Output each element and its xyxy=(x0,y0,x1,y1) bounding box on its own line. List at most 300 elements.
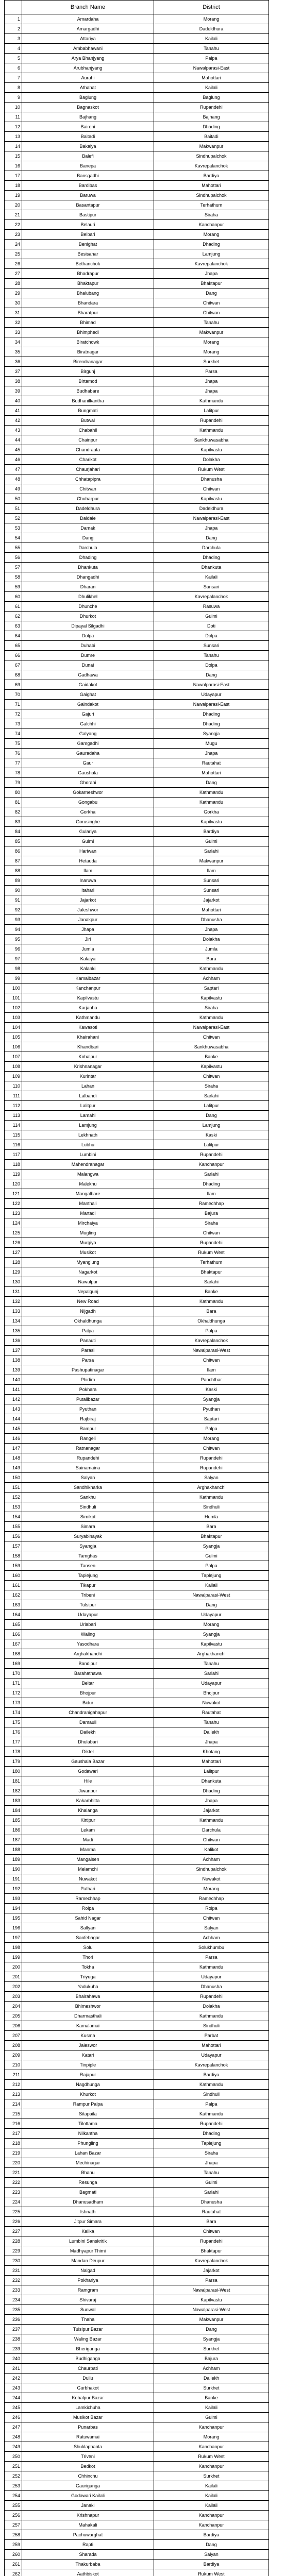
table-row xyxy=(5,729,269,739)
branch-name: Karjanha xyxy=(22,1003,154,1013)
table-row xyxy=(5,1522,269,1532)
serial-number: 1 xyxy=(5,14,22,24)
serial-number: 247 xyxy=(5,2422,22,2432)
table-row xyxy=(5,1639,269,1649)
serial-number: 156 xyxy=(5,1532,22,1541)
branch-name: Sharada xyxy=(22,2550,154,2560)
serial-number: 195 xyxy=(5,1913,22,1923)
table-row xyxy=(5,514,269,523)
serial-number: 129 xyxy=(5,1267,22,1277)
serial-number: 153 xyxy=(5,1502,22,1512)
table-row xyxy=(5,2129,269,2139)
serial-number: 149 xyxy=(5,1463,22,1473)
district-name: Bardiya xyxy=(154,2560,269,2569)
serial-number: 204 xyxy=(5,2002,22,2011)
table-row xyxy=(5,1375,269,1385)
branch-name: Sunwal xyxy=(22,2305,154,2315)
table-row xyxy=(5,2031,269,2041)
branch-name: Amardaha xyxy=(22,14,154,24)
table-row xyxy=(5,1933,269,1943)
table-row xyxy=(5,2090,269,2099)
table-row xyxy=(5,2374,269,2383)
serial-number: 248 xyxy=(5,2432,22,2442)
serial-number: 71 xyxy=(5,700,22,709)
district-name: Kaski xyxy=(154,1385,269,1395)
district-name: Rautahat xyxy=(154,758,269,768)
district-name: Ilam xyxy=(154,1189,269,1199)
branch-name: Ramgram xyxy=(22,2285,154,2295)
serial-number: 222 xyxy=(5,2178,22,2188)
district-name: Sindhupalchok xyxy=(154,191,269,200)
branch-name: Dadeldhura xyxy=(22,504,154,514)
serial-number: 215 xyxy=(5,2109,22,2119)
branch-name: Triveni xyxy=(22,2452,154,2462)
serial-number: 187 xyxy=(5,1835,22,1845)
branch-name: Kamalamai xyxy=(22,2021,154,2031)
district-name: Ramechhap xyxy=(154,1894,269,1904)
district-name: Dang xyxy=(154,2540,269,2550)
table-row xyxy=(5,1561,269,1571)
table-row xyxy=(5,641,269,651)
district-name: Banke xyxy=(154,1052,269,1062)
branch-name: Yasodhara xyxy=(22,1639,154,1649)
district-name: Kanchanpur xyxy=(154,2462,269,2471)
branch-name: Dailekh xyxy=(22,1727,154,1737)
serial-number: 219 xyxy=(5,2148,22,2158)
table-row xyxy=(5,1013,269,1023)
serial-number: 137 xyxy=(5,1346,22,1355)
branch-name: Mangalsen xyxy=(22,1855,154,1865)
district-name: Sindhuli xyxy=(154,1502,269,1512)
branch-name: Baruwa xyxy=(22,191,154,200)
table-row xyxy=(5,2334,269,2344)
serial-number: 83 xyxy=(5,817,22,827)
serial-number: 139 xyxy=(5,1365,22,1375)
branch-name: Kapilvastu xyxy=(22,993,154,1003)
district-name: Dailekh xyxy=(154,2374,269,2383)
table-row xyxy=(5,533,269,543)
serial-number: 210 xyxy=(5,2060,22,2070)
district-name: Kanchanpur xyxy=(154,2511,269,2520)
serial-number: 132 xyxy=(5,1297,22,1307)
branch-name: Pokhara xyxy=(22,1385,154,1395)
serial-number: 214 xyxy=(5,2099,22,2109)
serial-number: 63 xyxy=(5,621,22,631)
district-name: Morang xyxy=(154,1434,269,1444)
branch-name: Tinpiple xyxy=(22,2060,154,2070)
district-name: Rupandehi xyxy=(154,2236,269,2246)
serial-number: 122 xyxy=(5,1199,22,1209)
district-name: Palpa xyxy=(154,54,269,63)
table-row xyxy=(5,2080,269,2090)
serial-number: 73 xyxy=(5,719,22,729)
serial-number: 38 xyxy=(5,377,22,386)
district-name: Makwanpur xyxy=(154,328,269,337)
serial-number: 150 xyxy=(5,1473,22,1483)
table-row xyxy=(5,1698,269,1708)
district-name: Nawalparasi-West xyxy=(154,2285,269,2295)
serial-number: 138 xyxy=(5,1355,22,1365)
table-row xyxy=(5,2462,269,2471)
table-row xyxy=(5,2285,269,2295)
branch-name: Chaurpati xyxy=(22,2364,154,2374)
serial-number: 181 xyxy=(5,1776,22,1786)
district-name: Rukum West xyxy=(154,2452,269,2462)
district-name: Bara xyxy=(154,1522,269,1532)
branch-name: Syangja xyxy=(22,1541,154,1551)
district-name: Palpa xyxy=(154,1424,269,1434)
table-row xyxy=(5,1982,269,1992)
table-row xyxy=(5,1101,269,1111)
branch-name: Jaleshwor xyxy=(22,905,154,915)
table-row xyxy=(5,83,269,93)
district-name: Parsa xyxy=(154,367,269,377)
serial-number: 91 xyxy=(5,895,22,905)
branch-name: Sallyan xyxy=(22,1923,154,1933)
serial-number: 79 xyxy=(5,778,22,788)
branch-name: Gurbhakot xyxy=(22,2383,154,2393)
branch-name: Simikot xyxy=(22,1512,154,1522)
district-name: Kathmandu xyxy=(154,1816,269,1825)
district-name: Surkhet xyxy=(154,2471,269,2481)
serial-number: 41 xyxy=(5,406,22,416)
branch-name: Salyan xyxy=(22,1473,154,1483)
serial-number: 145 xyxy=(5,1424,22,1434)
district-name: Mugu xyxy=(154,739,269,749)
serial-number: 217 xyxy=(5,2129,22,2139)
district-name: Kailali xyxy=(154,2501,269,2511)
serial-number: 49 xyxy=(5,484,22,494)
branch-name: Balefi xyxy=(22,151,154,161)
branch-name: Martadi xyxy=(22,1209,154,1218)
table-row xyxy=(5,2158,269,2168)
serial-number: 109 xyxy=(5,1072,22,1081)
serial-number: 16 xyxy=(5,161,22,171)
district-name: Kathmandu xyxy=(154,788,269,798)
district-name: Dang xyxy=(154,2325,269,2334)
table-row xyxy=(5,2452,269,2462)
district-name: Palpa xyxy=(154,1561,269,1571)
district-name: Dang xyxy=(154,1600,269,1610)
table-row xyxy=(5,416,269,426)
serial-number: 100 xyxy=(5,984,22,993)
table-row xyxy=(5,504,269,514)
branch-name: Baireni xyxy=(22,122,154,132)
branch-name: Rupandehi xyxy=(22,1453,154,1463)
serial-number: 135 xyxy=(5,1326,22,1336)
serial-number: 152 xyxy=(5,1493,22,1502)
serial-number: 162 xyxy=(5,1590,22,1600)
branch-name: Resunga xyxy=(22,2178,154,2188)
branch-name: Sitapaila xyxy=(22,2109,154,2119)
branch-name: Baglung xyxy=(22,93,154,103)
district-name: Nawalparasi-East xyxy=(154,63,269,73)
branch-name: Dharmasthali xyxy=(22,2011,154,2021)
branch-name: Kurintar xyxy=(22,1072,154,1081)
district-name: Chitwan xyxy=(154,1032,269,1042)
district-name: Surkhet xyxy=(154,2344,269,2354)
branch-name: Rangeli xyxy=(22,1434,154,1444)
serial-number: 131 xyxy=(5,1287,22,1297)
branch-name: Dhurkot xyxy=(22,612,154,621)
district-name: Panchthar xyxy=(154,1375,269,1385)
table-row xyxy=(5,1786,269,1796)
table-row xyxy=(5,2325,269,2334)
district-name: Jhapa xyxy=(154,749,269,758)
district-name: Morang xyxy=(154,347,269,357)
branch-name: Dhulabari xyxy=(22,1737,154,1747)
branch-name: Nilkantha xyxy=(22,2129,154,2139)
serial-number: 128 xyxy=(5,1258,22,1267)
branch-name: Jajarkot xyxy=(22,895,154,905)
table-row xyxy=(5,269,269,279)
district-name: Morang xyxy=(154,337,269,347)
table-row xyxy=(5,465,269,474)
branch-name: Mahakali xyxy=(22,2520,154,2530)
serial-number: 190 xyxy=(5,1865,22,1874)
district-name: Parbat xyxy=(154,2031,269,2041)
header-district: District xyxy=(154,1,269,14)
table-row xyxy=(5,1630,269,1639)
branch-name: Bagnaskot xyxy=(22,103,154,112)
serial-number: 31 xyxy=(5,308,22,318)
table-row xyxy=(5,377,269,386)
serial-number: 64 xyxy=(5,631,22,641)
branch-name: Bansgadhi xyxy=(22,171,154,181)
district-name: Jhapa xyxy=(154,377,269,386)
branch-name: Itahari xyxy=(22,886,154,895)
district-name: Dhanusha xyxy=(154,474,269,484)
branch-name: Kathmandu xyxy=(22,1013,154,1023)
table-row xyxy=(5,1992,269,2002)
district-name: Rupandehi xyxy=(154,1463,269,1473)
district-name: Kapilvastu xyxy=(154,1062,269,1072)
serial-number: 37 xyxy=(5,367,22,377)
district-name: Rukum West xyxy=(154,465,269,474)
branch-district-table xyxy=(4,0,269,2576)
branch-name: Gorusinghe xyxy=(22,817,154,827)
district-name: Saptari xyxy=(154,1414,269,1424)
table-row xyxy=(5,2550,269,2560)
table-row xyxy=(5,1708,269,1718)
district-name: Rupandehi xyxy=(154,1992,269,2002)
district-name: Rukum West xyxy=(154,2569,269,2576)
district-name: Palpa xyxy=(154,1326,269,1336)
table-row xyxy=(5,2197,269,2207)
serial-number: 85 xyxy=(5,837,22,846)
table-row xyxy=(5,1424,269,1434)
district-name: Morang xyxy=(154,1884,269,1894)
serial-number: 208 xyxy=(5,2041,22,2050)
serial-number: 75 xyxy=(5,739,22,749)
branch-name: Gauradaha xyxy=(22,749,154,758)
branch-name: Phidim xyxy=(22,1375,154,1385)
district-name: Udayapur xyxy=(154,1610,269,1620)
branch-name: Bhimad xyxy=(22,318,154,328)
branch-name: Bajhang xyxy=(22,112,154,122)
table-row xyxy=(5,1365,269,1375)
table-row xyxy=(5,2246,269,2256)
table-row xyxy=(5,612,269,621)
serial-number: 107 xyxy=(5,1052,22,1062)
branch-name: Malangwa xyxy=(22,1170,154,1179)
serial-number: 231 xyxy=(5,2266,22,2276)
branch-name: Bastipur xyxy=(22,210,154,220)
branch-name: Dang xyxy=(22,533,154,543)
table-row xyxy=(5,1228,269,1238)
serial-number: 134 xyxy=(5,1316,22,1326)
serial-number: 252 xyxy=(5,2471,22,2481)
serial-number: 70 xyxy=(5,690,22,700)
district-name: Sindhuli xyxy=(154,2090,269,2099)
table-row xyxy=(5,2050,269,2060)
branch-name: Parsa xyxy=(22,1355,154,1365)
table-row xyxy=(5,1737,269,1747)
serial-number: 5 xyxy=(5,54,22,63)
serial-number: 260 xyxy=(5,2550,22,2560)
district-name: Mahottari xyxy=(154,905,269,915)
table-row xyxy=(5,151,269,161)
branch-name: Phungling xyxy=(22,2139,154,2148)
district-name: Kavrepalanchok xyxy=(154,259,269,269)
branch-name: Arghakhanchi xyxy=(22,1649,154,1659)
serial-number: 98 xyxy=(5,964,22,974)
district-name: Arghakhanchi xyxy=(154,1483,269,1493)
table-row xyxy=(5,886,269,895)
branch-name: Inaruwa xyxy=(22,876,154,886)
branch-name: Gaushala Bazar xyxy=(22,1757,154,1767)
table-row xyxy=(5,1003,269,1013)
branch-name: Benighat xyxy=(22,240,154,249)
table-row xyxy=(5,2099,269,2109)
serial-number: 141 xyxy=(5,1385,22,1395)
district-name: Kathmandu xyxy=(154,964,269,974)
serial-number: 67 xyxy=(5,660,22,670)
serial-number: 45 xyxy=(5,445,22,455)
serial-number: 146 xyxy=(5,1434,22,1444)
serial-number: 136 xyxy=(5,1336,22,1346)
table-row xyxy=(5,592,269,602)
branch-name: Dhangadhi xyxy=(22,572,154,582)
branch-name: Chuharpur xyxy=(22,494,154,504)
serial-number: 242 xyxy=(5,2374,22,2383)
district-name: Ramechhap xyxy=(154,1199,269,1209)
serial-number: 120 xyxy=(5,1179,22,1189)
serial-number: 121 xyxy=(5,1189,22,1199)
table-row xyxy=(5,915,269,925)
district-name: Kavrepalanchok xyxy=(154,2060,269,2070)
branch-name: Chandranigahapur xyxy=(22,1708,154,1718)
table-row xyxy=(5,2491,269,2501)
branch-name: Shivaraj xyxy=(22,2295,154,2305)
serial-number: 188 xyxy=(5,1845,22,1855)
serial-number: 148 xyxy=(5,1453,22,1463)
branch-name: Ambabhawani xyxy=(22,44,154,54)
district-name: Rupandehi xyxy=(154,103,269,112)
branch-name: Rampur xyxy=(22,1424,154,1434)
branch-name: Tikapur xyxy=(22,1581,154,1590)
branch-name: Bheriganga xyxy=(22,2344,154,2354)
branch-name: Gajuri xyxy=(22,709,154,719)
table-row xyxy=(5,768,269,778)
branch-name: Musikot xyxy=(22,1248,154,1258)
branch-name: Bhimeshwor xyxy=(22,2002,154,2011)
table-row xyxy=(5,798,269,807)
branch-name: Bungmati xyxy=(22,406,154,416)
serial-number: 124 xyxy=(5,1218,22,1228)
table-row xyxy=(5,171,269,181)
table-row xyxy=(5,1042,269,1052)
table-row xyxy=(5,1346,269,1355)
district-name: Kathmandu xyxy=(154,1013,269,1023)
branch-name: Jitpur Simara xyxy=(22,2217,154,2227)
table-row xyxy=(5,1336,269,1346)
branch-name: Lamjung xyxy=(22,1121,154,1130)
district-name: Terhathum xyxy=(154,1258,269,1267)
district-name: Nawalparasi-East xyxy=(154,514,269,523)
table-row xyxy=(5,866,269,876)
table-row xyxy=(5,905,269,915)
serial-number: 58 xyxy=(5,572,22,582)
branch-name: Parasi xyxy=(22,1346,154,1355)
serial-number: 232 xyxy=(5,2276,22,2285)
serial-number: 94 xyxy=(5,925,22,935)
branch-name: Hetauda xyxy=(22,856,154,866)
table-row xyxy=(5,298,269,308)
district-name: Kapilvastu xyxy=(154,1639,269,1649)
branch-name: Rolpa xyxy=(22,1904,154,1913)
district-name: Bajura xyxy=(154,2354,269,2364)
table-row xyxy=(5,103,269,112)
district-name: Bardiya xyxy=(154,827,269,837)
table-row xyxy=(5,357,269,367)
serial-number: 35 xyxy=(5,347,22,357)
serial-number: 61 xyxy=(5,602,22,612)
table-row xyxy=(5,1532,269,1541)
branch-name: Jhapa xyxy=(22,925,154,935)
table-row xyxy=(5,788,269,798)
table-row xyxy=(5,1727,269,1737)
serial-number: 241 xyxy=(5,2364,22,2374)
serial-number: 209 xyxy=(5,2050,22,2060)
serial-number: 203 xyxy=(5,1992,22,2002)
table-row xyxy=(5,2148,269,2158)
serial-number: 7 xyxy=(5,73,22,83)
branch-name: Bhojpur xyxy=(22,1688,154,1698)
serial-number: 191 xyxy=(5,1874,22,1884)
table-row xyxy=(5,1835,269,1845)
branch-name: Tokha xyxy=(22,1962,154,1972)
serial-number: 211 xyxy=(5,2070,22,2080)
branch-name: Manthali xyxy=(22,1199,154,1209)
serial-number: 54 xyxy=(5,533,22,543)
branch-name: Tamghas xyxy=(22,1551,154,1561)
table-row xyxy=(5,2560,269,2569)
serial-number: 20 xyxy=(5,200,22,210)
table-row xyxy=(5,2530,269,2540)
district-name: Chitwan xyxy=(154,308,269,318)
serial-number: 76 xyxy=(5,749,22,758)
table-row xyxy=(5,1884,269,1894)
branch-name: Dhankuta xyxy=(22,563,154,572)
branch-name: Chandrauta xyxy=(22,445,154,455)
serial-number: 36 xyxy=(5,357,22,367)
branch-name: Rampur Palpa xyxy=(22,2099,154,2109)
branch-name: Bardibas xyxy=(22,181,154,191)
branch-name: Dipayal Silgadhi xyxy=(22,621,154,631)
district-name: Kailali xyxy=(154,2403,269,2413)
table-row xyxy=(5,876,269,886)
